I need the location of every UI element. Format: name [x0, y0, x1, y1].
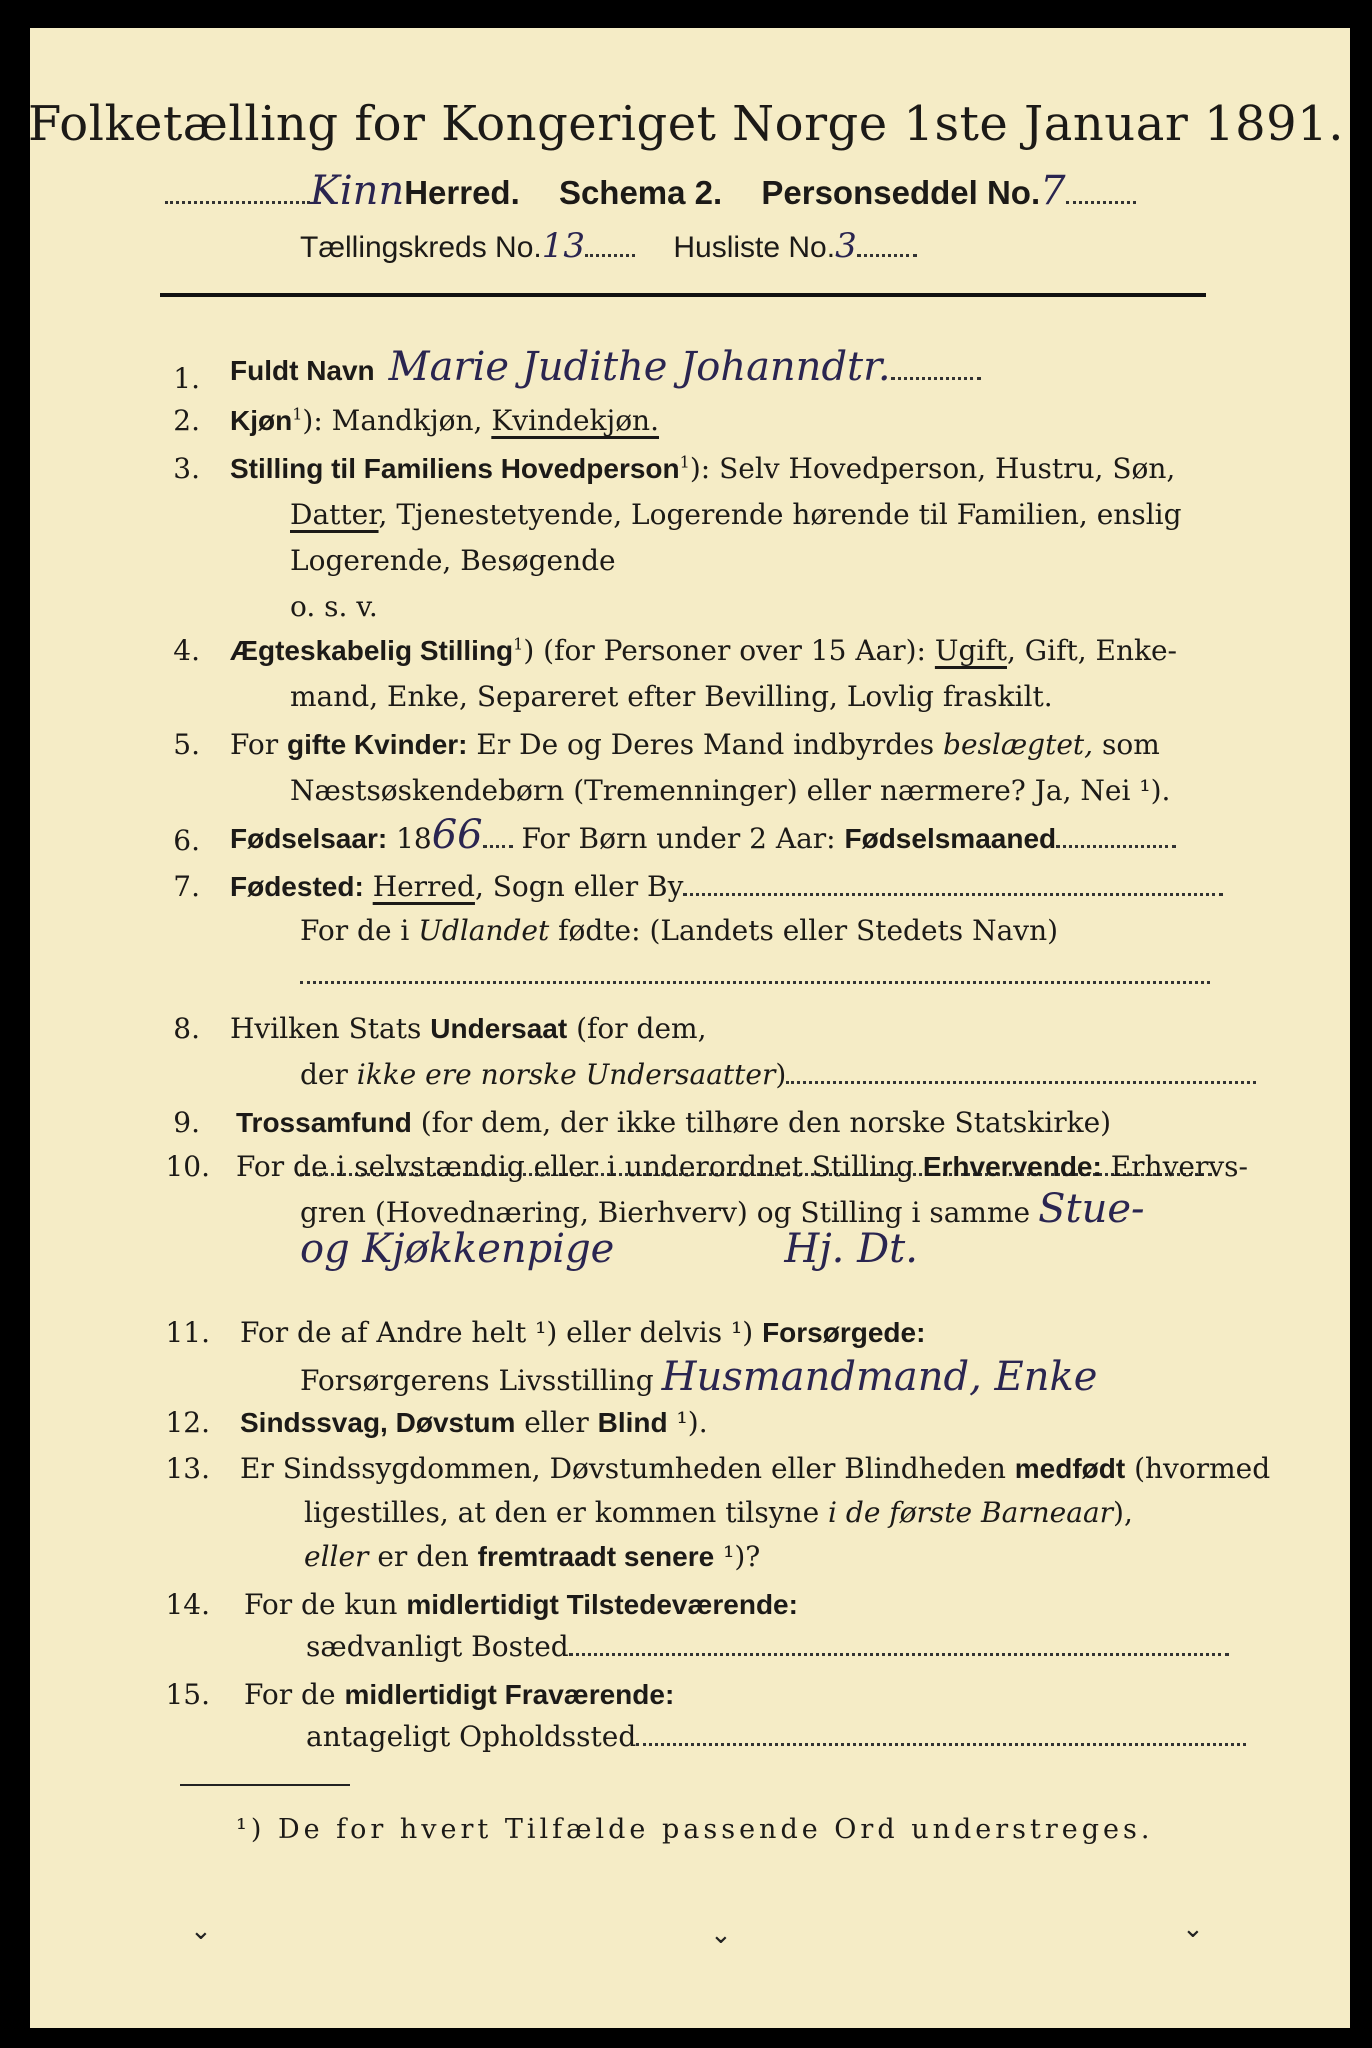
citizenship-line2-italic: ikke ere norske Undersaatter — [356, 1058, 776, 1091]
birthplace-label: Fødested: — [230, 871, 364, 902]
item-5-text: Er De og Deres Mand indbyrdes — [467, 728, 944, 761]
item-9-number: 9. — [173, 1106, 200, 1139]
marital-status-text: ) (for Personer over 15 Aar): — [523, 634, 935, 667]
item-13-line-2 — [304, 1496, 1133, 1529]
item-11-line-2 — [300, 1354, 1097, 1400]
item-1-number: 1. — [173, 362, 200, 395]
supporter-occupation-value: Husmandmand, Enke — [661, 1354, 1098, 1400]
item-12-number: 12. — [165, 1406, 210, 1439]
item-13-number: 13. — [165, 1452, 210, 1485]
form-title: Folketælling for Kongeriget Norge 1ste Januar 1891. — [28, 96, 1344, 152]
later-label: fremtraadt senere — [477, 1541, 715, 1572]
foreign-born-italic: Udlandet — [418, 914, 550, 947]
item-15 — [244, 1678, 674, 1711]
citizenship-line2-pre: der — [300, 1058, 357, 1091]
occupation-pre: For de i selvstændig eller i underordnet Stilling — [236, 1150, 923, 1183]
birthplace-selected: Herred — [372, 870, 475, 903]
item-7-number: 7. — [173, 870, 200, 903]
temp-absent-label: midlertidigt Fraværende: — [344, 1679, 675, 1710]
item-3-line-2 — [290, 498, 1182, 531]
item-10 — [236, 1150, 1248, 1183]
footnote-ref: 1 — [292, 404, 303, 424]
disability-label: Sindssvag, Døvstum — [240, 1407, 516, 1438]
item-5 — [230, 728, 1160, 761]
occupation-line2: gren (Hovednæring, Bierhverv) og Stilling i samme — [300, 1196, 1031, 1229]
probable-residence-label: antageligt Opholdssted — [306, 1720, 637, 1753]
header-line-2 — [165, 168, 1136, 214]
married-women-label: gifte Kvinder: — [287, 729, 468, 760]
corner-mark-center: ⌄ — [710, 1920, 732, 1950]
item-5-tail: som — [1093, 728, 1160, 761]
supported-pre: For de af Andre helt ¹) eller delvis ¹) — [240, 1316, 763, 1349]
item-11-number: 11. — [165, 1316, 210, 1349]
item-14-number: 14. — [165, 1588, 210, 1621]
occupation-value-2: og Kjøkkenpige — [300, 1226, 615, 1272]
congenital-label: medfødt — [1014, 1453, 1126, 1484]
footnote-rule — [180, 1784, 350, 1786]
item-4: Ægteskabelig Stilling$^1$) (for Personer over 15 Aar): Ugift, Gift, Enke- — [230, 634, 1177, 667]
item-4-line-2: mand, Enke, Separeret efter Bevilling, Lovlig fraskilt. — [290, 680, 1053, 713]
disability-tail: ¹). — [667, 1406, 708, 1439]
occupation-value-1: Stue- — [1038, 1186, 1145, 1232]
temp-absent-pre: For de — [244, 1678, 345, 1711]
item-12 — [240, 1406, 708, 1439]
item-7-line-2 — [300, 914, 1058, 947]
occupation-label: Erhvervende: — [922, 1151, 1102, 1182]
herred-label: Herred. — [404, 174, 520, 211]
family-position-options: ): Selv Hovedperson, Hustru, Søn, — [689, 452, 1176, 485]
item-15-line-2 — [306, 1720, 1246, 1753]
citizenship-line2-tail: ) — [775, 1058, 787, 1091]
item-13 — [240, 1452, 1270, 1485]
item-5-pre: For — [230, 728, 288, 761]
item-7 — [230, 870, 1223, 903]
husliste-value: 3 — [835, 226, 857, 266]
corner-mark-right: ⌄ — [1182, 1914, 1204, 1944]
item-14-line-2 — [306, 1630, 1229, 1663]
occupation-tail: Erhvervs- — [1101, 1150, 1249, 1183]
birth-year-prefix: 18 — [387, 822, 432, 855]
family-position-selected: Datter — [290, 498, 379, 531]
item-5-line-2: Næstsøskendebørn (Tremenninger) eller nærmere? Ja, Nei ¹). — [290, 774, 1171, 807]
occupation-value-3: Hj. Dt. — [784, 1226, 918, 1272]
item-11 — [240, 1316, 925, 1349]
birth-year-value: 66 — [431, 812, 483, 858]
religion-label: Trossamfund — [236, 1107, 412, 1138]
full-name-label: Fuldt Navn — [230, 355, 375, 386]
item-8 — [230, 1012, 706, 1045]
item-1 — [230, 344, 981, 390]
congenital-line2-italic: i de første Barneaar — [828, 1496, 1114, 1529]
religion-text: (for dem, der ikke tilhøre den norske Statskirke) — [411, 1106, 1112, 1139]
birth-month-label: Fødselsmaaned — [844, 823, 1057, 854]
congenital-line3-tail: ¹)? — [714, 1540, 761, 1573]
header-line-3 — [300, 226, 917, 266]
sex-options: ): Mandkjøn, — [302, 404, 492, 437]
item-14 — [244, 1588, 798, 1621]
birth-month-text: For Børn under 2 Aar: — [512, 822, 845, 855]
temp-present-pre: For de kun — [244, 1588, 407, 1621]
kreds-value: 13 — [541, 226, 586, 266]
herred-value: Kinn — [310, 168, 405, 214]
birthplace-options: , Sogn eller By — [474, 870, 684, 903]
congenital-line2-pre: ligestilles, at den er kommen tilsyne — [304, 1496, 829, 1529]
item-3-line-3: Logerende, Besøgende — [290, 544, 616, 577]
citizenship-pre: Hvilken Stats — [230, 1012, 431, 1045]
marital-status-selected: Ugift — [934, 634, 1007, 667]
full-name-value: Marie Judithe Johanndtr. — [388, 344, 891, 390]
personseddel-value: 7 — [1040, 168, 1066, 214]
birth-year-label: Fødselsaar: — [230, 823, 388, 854]
husliste-label: Husliste No. — [673, 231, 836, 264]
disability-or: eller — [515, 1406, 598, 1439]
kreds-label: Tællingskreds No. — [300, 231, 542, 264]
congenital-line3-text: er den — [368, 1540, 478, 1573]
item-5-number: 5. — [173, 728, 200, 761]
item-3-number: 3. — [173, 452, 200, 485]
citizenship-tail: (for dem, — [567, 1012, 707, 1045]
congenital-pre: Er Sindssygdommen, Døvstumheden eller Blindheden — [240, 1452, 1015, 1485]
foreign-born-pre: For de i — [300, 914, 419, 947]
footnote: ¹) De for hvert Tilfælde passende Ord understreges. — [236, 1814, 1154, 1845]
item-6-number: 6. — [173, 824, 200, 857]
congenital-line2-tail: ), — [1113, 1496, 1133, 1529]
family-position-options-2: , Tjenestetyende, Logerende hørende til Familien, enslig — [378, 498, 1182, 531]
item-2-number: 2. — [173, 404, 200, 437]
item-8-number: 8. — [173, 1012, 200, 1045]
foreign-born-text: fødte: (Landets eller Stedets Navn) — [549, 914, 1059, 947]
item-15-number: 15. — [165, 1678, 210, 1711]
item-2 — [230, 404, 659, 437]
marital-status-options: , Gift, Enke- — [1006, 634, 1177, 667]
sex-selected: Kvindekjøn. — [491, 404, 659, 437]
corner-mark-left: ⌄ — [190, 1916, 212, 1946]
item-10-line-3 — [300, 1226, 918, 1272]
item-9 — [236, 1106, 1111, 1139]
sex-label: Kjøn — [230, 405, 293, 436]
supported-label: Forsørgede: — [762, 1317, 926, 1348]
citizenship-label: Undersaat — [430, 1013, 568, 1044]
schema-label: Schema 2. — [558, 174, 723, 211]
usual-residence-label: sædvanligt Bosted — [306, 1630, 569, 1663]
item-4-number: 4. — [173, 634, 200, 667]
item-5-italic: beslægtet, — [943, 728, 1094, 761]
blind-label: Blind — [597, 1407, 668, 1438]
family-position-label: Stilling til Familiens Hovedperson — [230, 453, 680, 484]
marital-status-label: Ægteskabelig Stilling — [230, 635, 514, 666]
item-3: Stilling til Familiens Hovedperson$^1$): Selv Hovedperson, Hustru, Søn, — [230, 452, 1176, 485]
item-10-number: 10. — [165, 1150, 210, 1183]
congenital-tail: (hvormed — [1125, 1452, 1271, 1485]
personseddel-label: Personseddel No. — [761, 174, 1041, 211]
congenital-line3-italic: eller — [304, 1540, 369, 1573]
item-6 — [230, 812, 1176, 858]
temp-present-label: midlertidigt Tilstedeværende: — [406, 1589, 798, 1620]
item-7-line-3 — [300, 958, 1210, 991]
supporter-occupation-label: Forsørgerens Livsstilling — [300, 1364, 654, 1397]
item-3-line-4: o. s. v. — [290, 590, 378, 623]
item-8-line-2 — [300, 1058, 1256, 1091]
header-rule — [160, 293, 1206, 297]
item-13-line-3 — [304, 1540, 760, 1573]
